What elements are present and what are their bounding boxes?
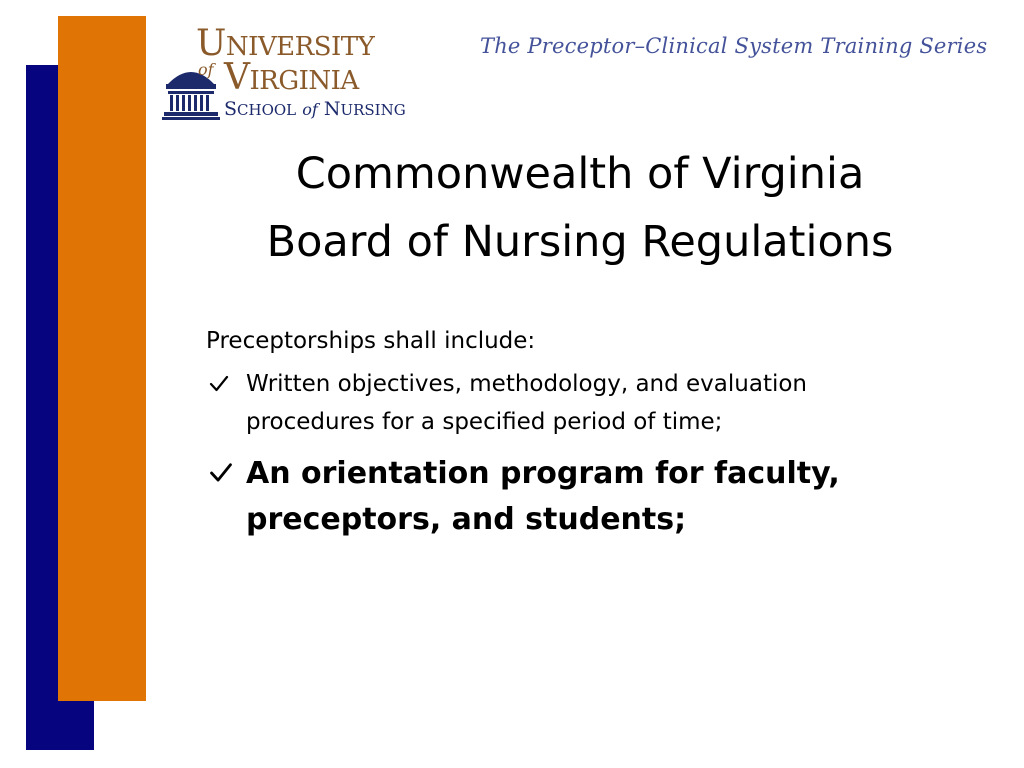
slide-title [200,140,960,276]
bullet-text-line: preceptors, and students; [246,502,687,537]
bullet-text-line: procedures for a specified period of time; [246,409,723,435]
check-icon [208,373,230,395]
slide-body [206,325,926,553]
series-title: The Preceptor–Clinical System Training Series [480,34,988,58]
lead-text: Preceptorships shall include: [206,328,536,354]
bullet-item [206,365,926,441]
logo-school-of-nursing-text: SCHOOL of NURSING [224,98,406,120]
bullet-item [206,451,926,543]
logo-university-text: UNIVERSITY [196,23,375,64]
logo-virginia-text: VIRGINIA [224,57,359,98]
check-icon [208,460,234,486]
title-line-2: Board of Nursing Regulations [266,217,894,267]
university-logo [162,23,424,126]
bullet-text-line: An orientation program for faculty, [246,456,840,491]
decorative-orange-bar [58,16,146,701]
bullet-text-line: Written objectives, methodology, and evaluation [246,371,808,397]
title-line-1: Commonwealth of Virginia [295,149,865,199]
logo-of-text: of [198,60,214,79]
